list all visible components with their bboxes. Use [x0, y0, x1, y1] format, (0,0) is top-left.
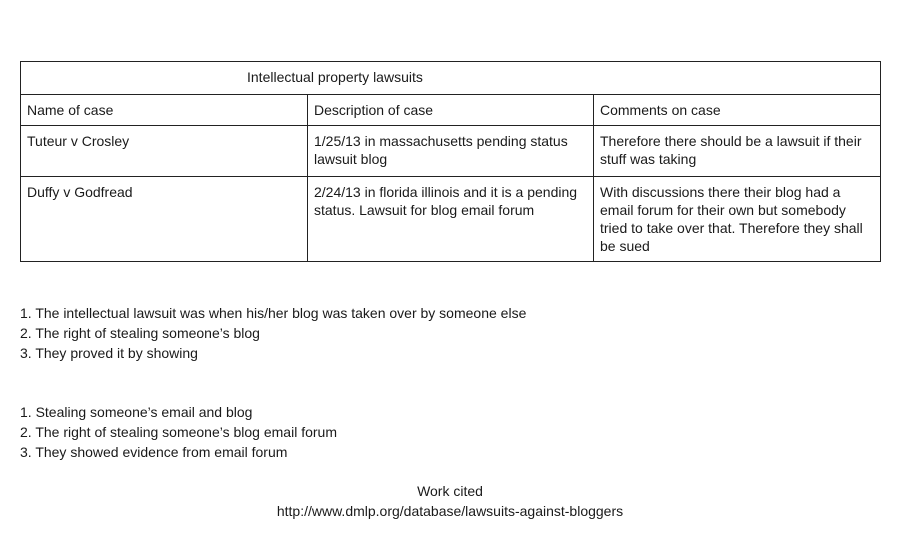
list-item: 2. The right of stealing someone’s blog	[20, 325, 260, 341]
work-cited-url: http://www.dmlp.org/database/lawsuits-against-bloggers	[276, 503, 624, 519]
case-description-cell: 1/25/13 in massachusetts pending status lawsuit blog	[308, 126, 594, 177]
list-item: 3. They showed evidence from email forum	[20, 444, 288, 460]
first-numbered-list	[20, 303, 526, 363]
table-title-row	[21, 62, 881, 95]
list-item: 1. Stealing someone’s email and blog	[20, 404, 253, 420]
case-name-cell: Tuteur v Crosley	[21, 126, 308, 177]
case-description-cell: 2/24/13 in florida illinois and it is a pending status. Lawsuit for blog email forum	[308, 177, 594, 262]
table-row	[21, 177, 881, 262]
table-title: Intellectual property lawsuits	[21, 62, 881, 95]
second-numbered-list	[20, 402, 337, 462]
table-row	[21, 126, 881, 177]
list-item: 1. The intellectual lawsuit was when his/her blog was taken over by someone else	[20, 305, 527, 321]
header-description-of-case: Description of case	[308, 95, 594, 126]
header-name-of-case: Name of case	[21, 95, 308, 126]
lawsuits-table	[20, 61, 881, 262]
case-comments-cell: Therefore there should be a lawsuit if their stuff was taking	[594, 126, 881, 177]
list-item: 3. They proved it by showing	[20, 345, 198, 361]
header-comments-on-case: Comments on case	[594, 95, 881, 126]
work-cited-heading: Work cited	[417, 483, 483, 499]
case-name-cell: Duffy v Godfread	[21, 177, 308, 262]
table-header-row	[21, 95, 881, 126]
list-item: 2. The right of stealing someone’s blog email forum	[20, 424, 337, 440]
case-comments-cell: With discussions there their blog had a email forum for their own but somebody tried to take over that. Therefore they shall be sued	[594, 177, 881, 262]
